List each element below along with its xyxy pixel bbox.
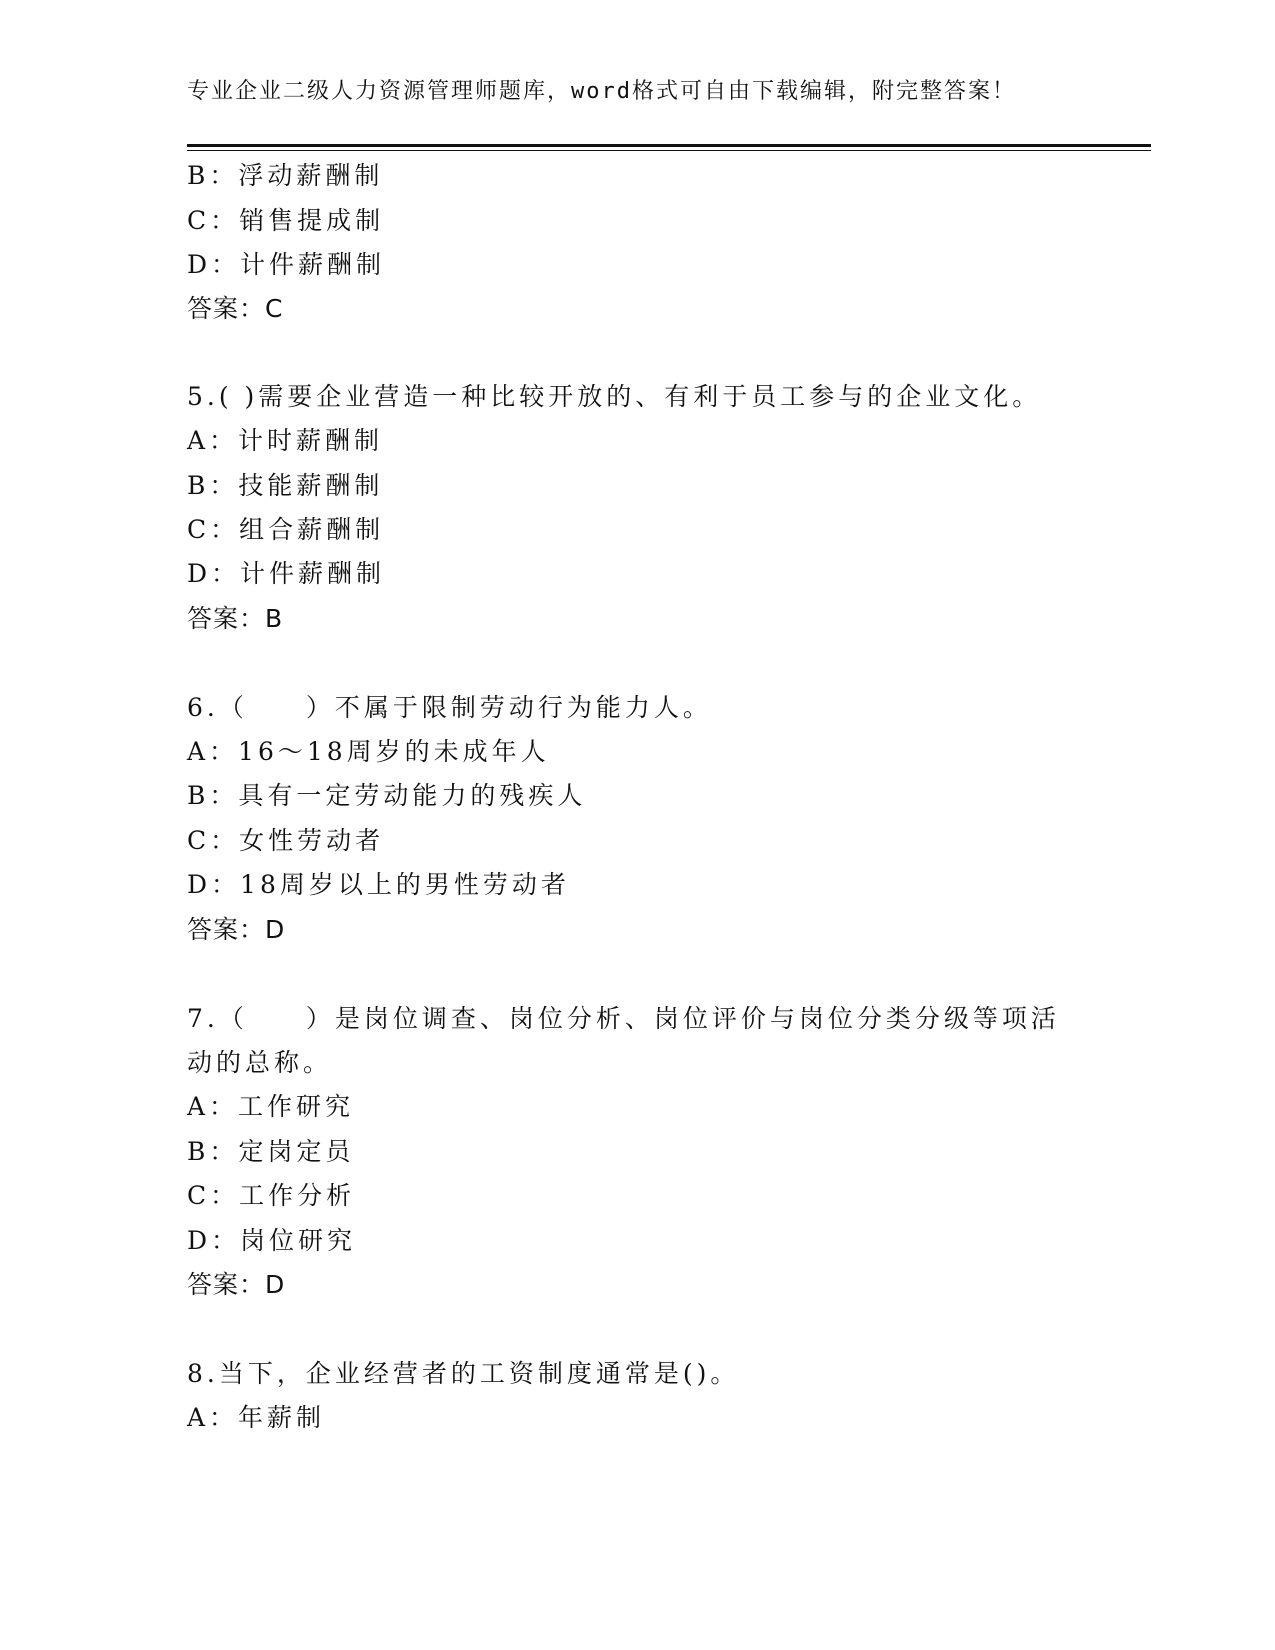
option-c: C：销售提成制 [187,206,385,235]
option-b: B：具有一定劳动能力的残疾人 [187,781,587,810]
header-rule-thin [187,150,1151,151]
option-a: A：计时薪酬制 [187,426,384,455]
answer-label: 答案：D [187,1270,286,1299]
option-b: B：浮动薪酬制 [187,161,384,190]
option-b: B：技能薪酬制 [187,471,384,500]
option-a: A：工作研究 [187,1092,355,1121]
question-8: 8.当下，企业经营者的工资制度通常是()。 [187,1359,740,1388]
question-7-continued: 动的总称。 [187,1048,333,1077]
answer-label: 答案：C [187,294,284,323]
page-header: 专业企业二级人力资源管理师题库，word格式可自由下载编辑，附完整答案！ [187,79,1016,104]
question-6: 6.（ ）不属于限制劳动行为能力人。 [187,693,712,722]
option-a: A：年薪制 [187,1403,326,1432]
option-d: D：计件薪酬制 [187,250,386,279]
option-d: D：岗位研究 [187,1226,357,1255]
option-a: A：16～18周岁的未成年人 [187,737,550,766]
answer-label: 答案：D [187,915,286,944]
header-rule-thick [187,144,1151,147]
answer-label: 答案：B [187,604,284,633]
question-7: 7.（ ）是岗位调查、岗位分析、岗位评价与岗位分类分级等项活 [187,1004,1060,1033]
option-b: B：定岗定员 [187,1137,355,1166]
option-c: C：组合薪酬制 [187,515,385,544]
option-d: D：18周岁以上的男性劳动者 [187,870,570,899]
option-c: C：工作分析 [187,1181,356,1210]
option-d: D：计件薪酬制 [187,559,386,588]
question-5: 5.( )需要企业营造一种比较开放的、有利于员工参与的企业文化。 [187,382,1042,411]
option-c: C：女性劳动者 [187,826,385,855]
